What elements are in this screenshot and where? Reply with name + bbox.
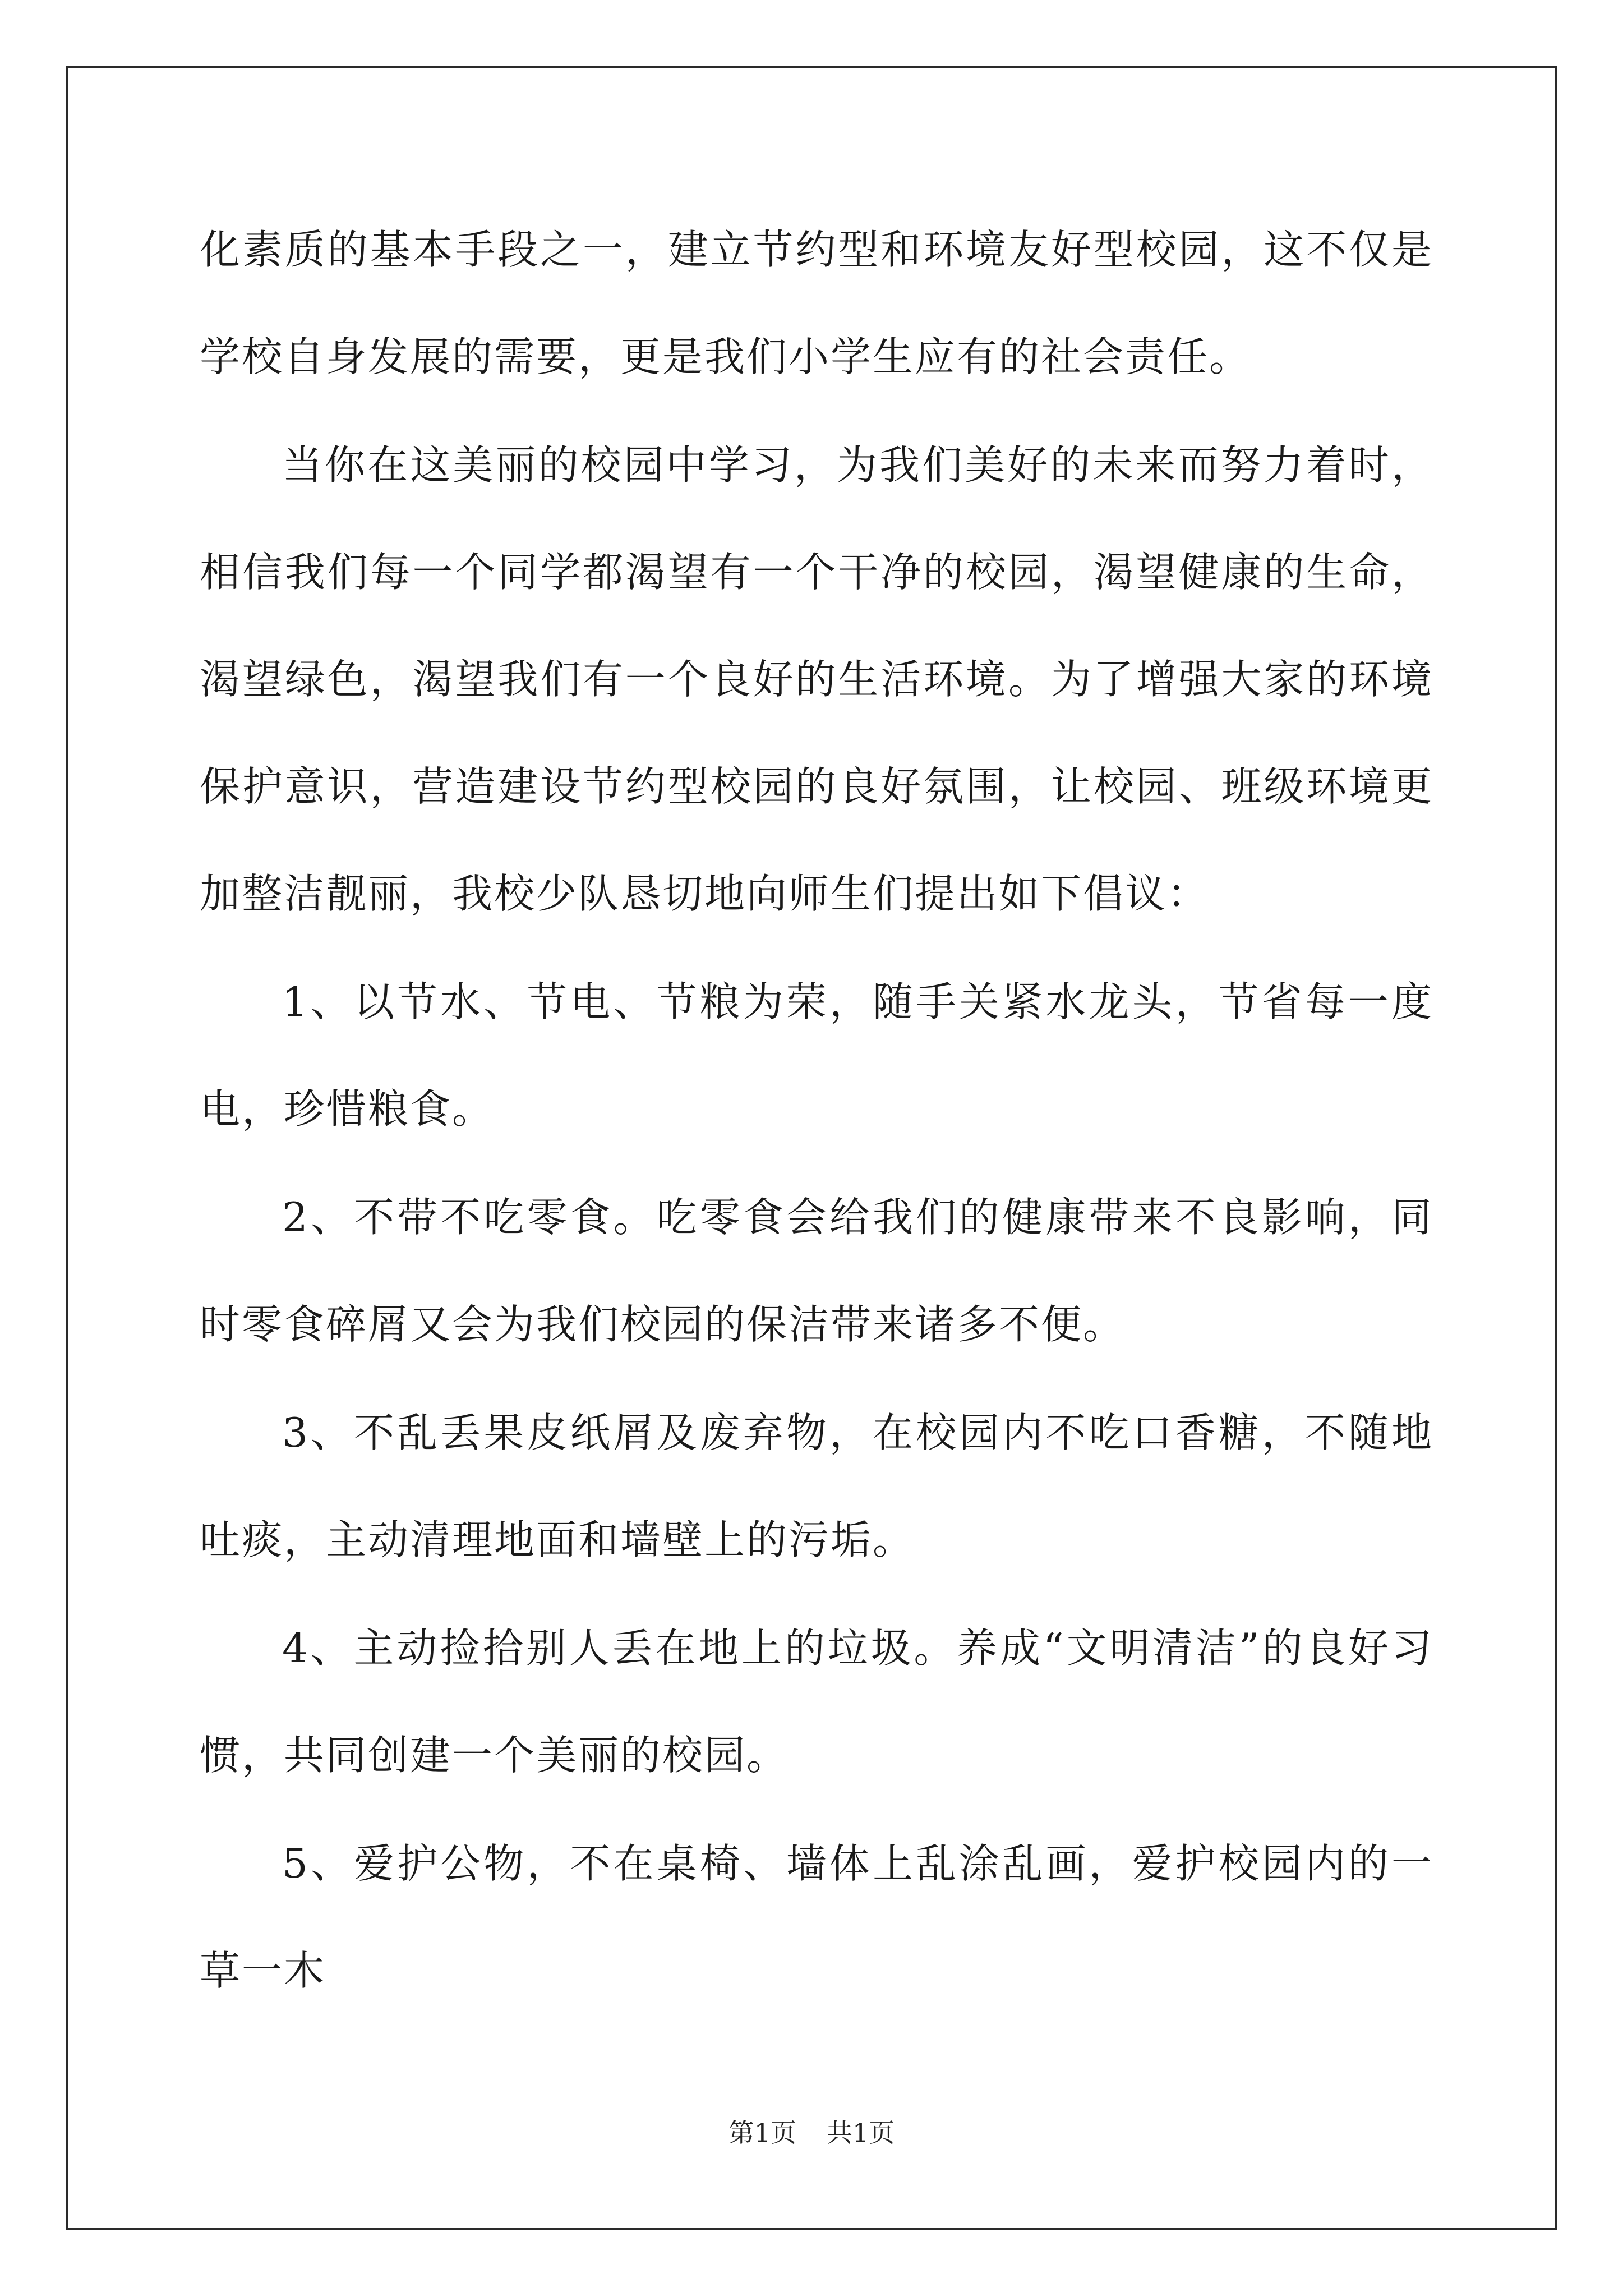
page-total: 共1页 bbox=[827, 2118, 895, 2148]
paragraph-3: 1、以节水、节电、节粮为荣，随手关紧水龙头，节省每一度电，珍惜粮食。 bbox=[200, 978, 1433, 1133]
paragraph-4: 2、不带不吃零食。吃零食会给我们的健康带来不良影响，同时零食碎屑又会为我们校园的保洁带来诸多不便。 bbox=[200, 1194, 1433, 1348]
paragraph-5: 3、不乱丢果皮纸屑及废弃物，在校园内不吃口香糖，不随地吐痰，主动清理地面和墙壁上的污垢。 bbox=[200, 1409, 1433, 1563]
paragraph-1: 化素质的基本手段之一，建立节约型和环境友好型校园，这不仅是学校自身发展的需要，更是我们小学生应有的社会责任。 bbox=[200, 226, 1433, 380]
paragraph-6: 4、主动捡拾别人丢在地上的垃圾。养成“文明清洁”的良好习惯，共同创建一个美丽的校园。 bbox=[200, 1625, 1433, 1779]
page-number: 第1页 bbox=[728, 2118, 796, 2148]
document-body bbox=[200, 196, 1433, 2026]
page-footer bbox=[0, 2116, 1623, 2150]
paragraph-7: 5、爱护公物，不在桌椅、墙体上乱涂乱画，爱护校园内的一草一木 bbox=[200, 1840, 1433, 1994]
paragraph-2: 当你在这美丽的校园中学习，为我们美好的未来而努力着时，相信我们每一个同学都渴望有一个干净的校园，渴望健康的生命，渴望绿色，渴望我们有一个良好的生活环境。为了增强大家的环境保护意识，营造建设节约型校园的良好氛围，让校园、班级环境更加整洁靓丽，我校少队恳切地向师生们提出如下倡议： bbox=[200, 441, 1433, 917]
